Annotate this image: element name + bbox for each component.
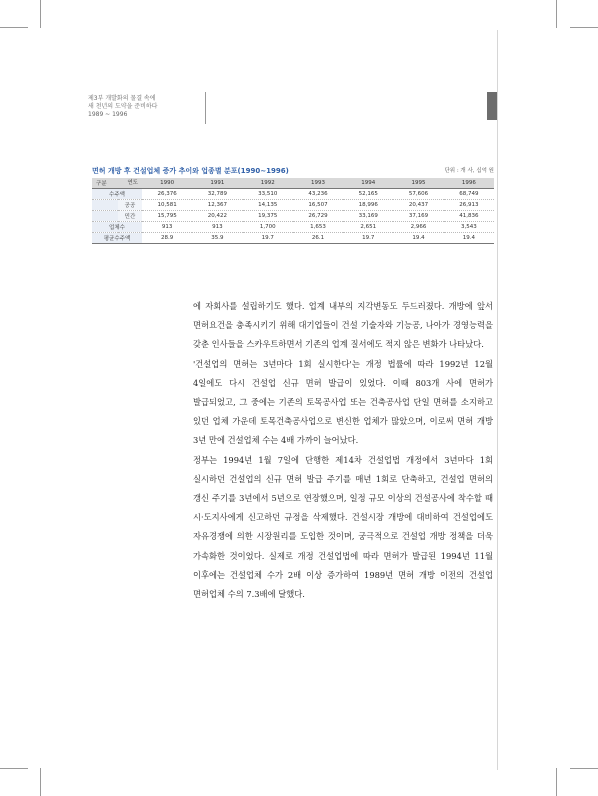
table-row xyxy=(92,222,494,233)
table-cell: 26,376 xyxy=(142,189,192,200)
table-cell: 20,422 xyxy=(192,211,242,222)
table-cell: 913 xyxy=(192,222,242,233)
table-cell: 2,966 xyxy=(393,222,443,233)
crop-mark xyxy=(40,768,41,796)
running-header xyxy=(88,95,157,119)
table-cell: 19.7 xyxy=(343,233,393,244)
crop-mark xyxy=(570,27,598,28)
year-header: 1991 xyxy=(192,178,242,189)
row-label: 업체수 xyxy=(92,222,142,233)
table-cell: 33,510 xyxy=(243,189,293,200)
year-header: 1993 xyxy=(293,178,343,189)
table-cell: 35.9 xyxy=(192,233,242,244)
row-label-empty xyxy=(92,211,118,222)
year-header: 1996 xyxy=(444,178,494,189)
paragraph: 정부는 1994년 1월 7일에 단행한 제14차 건설업법 개정에서 3년마다 1회 실시하던 건설업의 신규 면허 발급 주기를 매년 1회로 단축하고, 건설업 면허의 갱신 주기를 3년에서 5년으로 연장했으며, 일정 규모 이상의 건설공사에 착수할 때 시·도지사에게 신고하던 규정을 삭제했다. 건설시장 개방에 대비하여 건설업에도 자유경쟁에 의한 시장원리를 도입한 것이며, 궁극적으로 건설업 개방 정책을 더욱 가속화한 것이었다. 실제로 개정 건설업법에 따라 면허가 발급된 1994년 11월 이후에는 건설업체 수가 2배 이상 증가하여 1989년 면허 개방 이전의 건설업 면허업체 수의 7.3배에 달했다. xyxy=(193,454,493,600)
row-label: 평균수주액 xyxy=(92,233,142,244)
table-cell: 1,700 xyxy=(243,222,293,233)
table-cell: 68,749 xyxy=(444,189,494,200)
row-label: 수주액 xyxy=(92,189,142,200)
crop-mark xyxy=(570,768,598,769)
table-cell: 2,651 xyxy=(343,222,393,233)
table-cell: 20,437 xyxy=(393,200,443,211)
header-line: 제3부 개발화의 물결 속에 xyxy=(88,95,156,102)
crop-mark xyxy=(556,768,557,796)
table-cell: 18,996 xyxy=(343,200,393,211)
table-corner-cell xyxy=(92,178,142,189)
crop-mark xyxy=(40,0,41,28)
chapter-tab xyxy=(487,92,497,120)
header-line: 1989 ~ 1996 xyxy=(88,111,128,118)
body-text xyxy=(193,297,493,604)
table-cell: 16,507 xyxy=(293,200,343,211)
table-cell: 1,653 xyxy=(293,222,343,233)
table-header-row xyxy=(92,178,494,189)
table-cell: 32,789 xyxy=(192,189,242,200)
table-row xyxy=(92,200,494,211)
table-cell: 19.4 xyxy=(393,233,443,244)
table-cell: 10,581 xyxy=(142,200,192,211)
table-cell: 913 xyxy=(142,222,192,233)
table-cell: 43,236 xyxy=(293,189,343,200)
table-cell: 15,795 xyxy=(142,211,192,222)
table-cell: 28.9 xyxy=(142,233,192,244)
page-edge-rule xyxy=(497,30,498,770)
year-header: 1992 xyxy=(243,178,293,189)
table-cell: 57,606 xyxy=(393,189,443,200)
year-header: 1995 xyxy=(393,178,443,189)
crop-mark xyxy=(556,0,557,28)
corner-label-category: 구분 xyxy=(96,181,107,187)
year-header: 1990 xyxy=(142,178,192,189)
table-cell: 19.7 xyxy=(243,233,293,244)
row-sublabel: 공공 xyxy=(118,200,142,211)
table-cell: 14,135 xyxy=(243,200,293,211)
table-cell: 19,375 xyxy=(243,211,293,222)
table-cell: 52,165 xyxy=(343,189,393,200)
table-row xyxy=(92,211,494,222)
paragraph: '건설업의 면허는 3년마다 1회 실시한다'는 개정 법률에 따라 1992년 12월 4일에도 다시 건설업 신규 면허 발급이 있었다. 이때 803개 사에 면허가 발급되었고, 그 중에는 기존의 토목공사업 또는 건축공사업 단일 면허를 소지하고 있던 업체 가운데 토목건축공사업으로 변신한 업체가 많았으며, 이로써 면허 개방 3년 만에 건설업체 수는 4배 가까이 늘어났다. xyxy=(193,358,493,446)
table-cell: 26.1 xyxy=(293,233,343,244)
table-cell: 12,367 xyxy=(192,200,242,211)
table-row xyxy=(92,233,494,244)
table-title: 면허 개방 후 건설업체 증가 추이와 업종별 분포(1990~1996) xyxy=(92,167,289,175)
row-label-empty xyxy=(92,200,118,211)
year-header: 1994 xyxy=(343,178,393,189)
statistics-table xyxy=(92,178,494,244)
table-cell: 26,729 xyxy=(293,211,343,222)
paragraph: 에 자회사를 설립하기도 했다. 업계 내부의 지각변동도 두드러졌다. 개방에 앞서 면허요건을 충족시키기 위해 대기업들이 건설 기술자와 기능공, 나아가 경영능력을 갖춘 인사들을 스카우트하면서 기존의 업계 질서에도 적지 않은 변화가 나타났다. xyxy=(193,301,493,350)
crop-mark xyxy=(0,768,28,769)
table-cell: 41,836 xyxy=(444,211,494,222)
crop-mark xyxy=(0,27,28,28)
corner-label-year: 연도 xyxy=(127,180,138,186)
header-line: 새 천년의 도약을 준비하다 xyxy=(88,103,158,110)
row-sublabel: 민간 xyxy=(118,211,142,222)
header-divider xyxy=(205,92,206,124)
table-row xyxy=(92,189,494,200)
table-cell: 37,169 xyxy=(393,211,443,222)
table-cell: 3,543 xyxy=(444,222,494,233)
table-unit: 단위 : 개 사, 십억 원 xyxy=(444,168,494,174)
table-cell: 19.4 xyxy=(444,233,494,244)
table-cell: 33,169 xyxy=(343,211,393,222)
table-cell: 26,913 xyxy=(444,200,494,211)
